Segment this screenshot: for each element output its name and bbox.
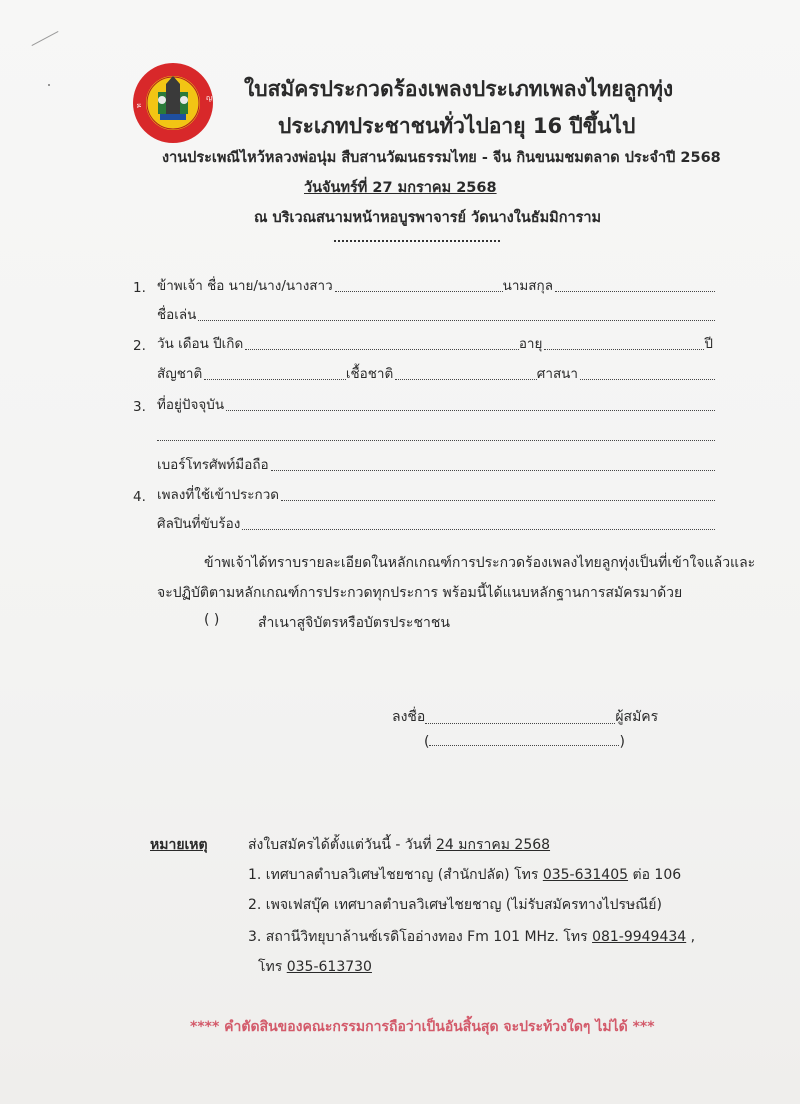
contact-4-text: โทร (258, 959, 283, 975)
svg-text:ญ: ญ (206, 94, 212, 102)
contact-3 (248, 926, 695, 948)
contact-1-ext: ต่อ 106 (632, 867, 682, 883)
row-address-2 (157, 423, 715, 445)
row-nickname (157, 303, 715, 325)
row-dob (133, 332, 715, 354)
printed-name-line (424, 734, 625, 750)
item-number: 4. (133, 489, 146, 505)
contact-2: 2. เพจเฟสบุ๊ค เทศบาลตำบลวิเศษไชยชาญ (ไม่รับสมัครทางไปรษณีย์) (248, 897, 662, 913)
footer-disclaimer: **** คำตัดสินของคณะกรรมการถือว่าเป็นอันสิ้นสุด จะประท้วงใดๆ ไม่ได้ *** (190, 1019, 655, 1035)
applicant-label: ผู้สมัคร (615, 709, 659, 725)
row-phone (157, 453, 715, 475)
signature-field[interactable] (425, 723, 615, 724)
song-field[interactable] (281, 500, 715, 501)
religion-field[interactable] (580, 379, 715, 380)
event-venue: ณ บริเวณสนามหน้าหอบูรพาจารย์ วัดนางในธัมมิการาม (254, 210, 602, 226)
nationality-field[interactable] (204, 379, 346, 380)
paper-scratch (32, 31, 59, 46)
printed-name-field[interactable] (429, 745, 619, 746)
phone-field[interactable] (271, 470, 715, 471)
nickname-label: ชื่อเล่น (157, 307, 197, 323)
event-date: วันจันทร์ที่ 27 มกราคม 2568 (304, 180, 497, 196)
item-number: 2. (133, 338, 146, 354)
contact-3-phone: 081-9949434 (592, 929, 687, 945)
form-category: ประเภทประชาชนทั่วไปอายุ 16 ปีขึ้นไป (278, 114, 636, 138)
deadline-date: 24 มกราคม 2568 (436, 837, 551, 853)
row-nationality (157, 362, 715, 384)
contact-4-phone: 035-613730 (286, 959, 372, 975)
age-field[interactable] (544, 349, 704, 350)
row-song (133, 483, 715, 505)
religion-label: ศาสนา (536, 366, 578, 382)
declaration-line2: จะปฏิบัติตามหลักเกณฑ์การประกวดทุกประการ พร้อมนี้ได้แนบหลักฐานการสมัครมาด้วย (157, 585, 683, 601)
attachment-label: สำเนาสูจิบัตรหรือบัตรประชาชน (258, 615, 450, 631)
artist-label: ศิลปินที่ขับร้อง (157, 516, 241, 532)
artist-field[interactable] (242, 529, 715, 530)
race-label: เชื้อชาติ (345, 366, 394, 382)
phone-label: เบอร์โทรศัพท์มือถือ (157, 457, 269, 473)
surname-field[interactable] (555, 291, 715, 292)
deadline-intro: ส่งใบสมัครได้ตั้งแต่วันนี้ - วันที่ (248, 837, 432, 853)
contact-4 (258, 956, 372, 978)
close-paren: ) (619, 734, 625, 750)
age-label: อายุ (518, 336, 543, 352)
svg-text:ท: ท (135, 103, 143, 108)
age-unit: ปี (704, 336, 713, 352)
contact-1-text: 1. เทศบาลตำบลวิเศษไชยชาญ (สำนักปลัด) โทร (248, 867, 539, 883)
name-label: ข้าพเจ้า ชื่อ นาย/นาง/นางสาว (157, 278, 333, 294)
address-field[interactable] (226, 410, 715, 411)
header-divider (334, 240, 500, 242)
row-artist (157, 512, 715, 534)
notes-heading: หมายเหตุ (150, 837, 208, 853)
sign-label: ลงชื่อ (392, 709, 426, 725)
contact-3-comma: , (690, 929, 696, 945)
address-label: ที่อยู่ปัจจุบัน (157, 397, 225, 413)
contact-3-text: 3. สถานีวิทยุบาล้านซ์เรดิโออ่างทอง Fm 101 MHz. โทร (248, 929, 588, 945)
nickname-field[interactable] (198, 320, 715, 321)
dob-label: วัน เดือน ปีเกิด (157, 336, 244, 352)
row-name (133, 274, 715, 296)
form-title: ใบสมัครประกวดร้องเพลงประเภทเพลงไทยลูกทุ่ง (244, 77, 674, 101)
signature-line (392, 706, 658, 728)
contact-1 (248, 864, 681, 886)
address-field-line2[interactable] (157, 440, 715, 441)
contact-1-phone: 035-631405 (542, 867, 629, 883)
row-address (133, 393, 715, 415)
attachment-checkbox[interactable]: ( ) (204, 612, 220, 628)
paper-speck (48, 84, 50, 86)
nationality-label: สัญชาติ (157, 366, 203, 382)
race-field[interactable] (395, 379, 537, 380)
dob-field[interactable] (245, 349, 519, 350)
name-field[interactable] (335, 291, 503, 292)
municipality-seal-icon (132, 62, 214, 144)
item-number: 3. (133, 399, 146, 415)
open-paren: ( (424, 734, 430, 750)
notes-deadline (248, 834, 550, 856)
item-number: 1. (133, 280, 146, 296)
declaration-line1: ข้าพเจ้าได้ทราบรายละเอียดในหลักเกณฑ์การประกวดร้องเพลงไทยลูกทุ่งเป็นที่เข้าใจแล้วและ (204, 555, 756, 571)
surname-label: นามสกุล (502, 278, 553, 294)
event-name: งานประเพณีไหว้หลวงพ่อนุ่ม สืบสานวัฒนธรรมไทย - จีน กินขนมชมตลาด ประจำปี 2568 (162, 150, 721, 166)
song-label: เพลงที่ใช้เข้าประกวด (157, 487, 280, 503)
